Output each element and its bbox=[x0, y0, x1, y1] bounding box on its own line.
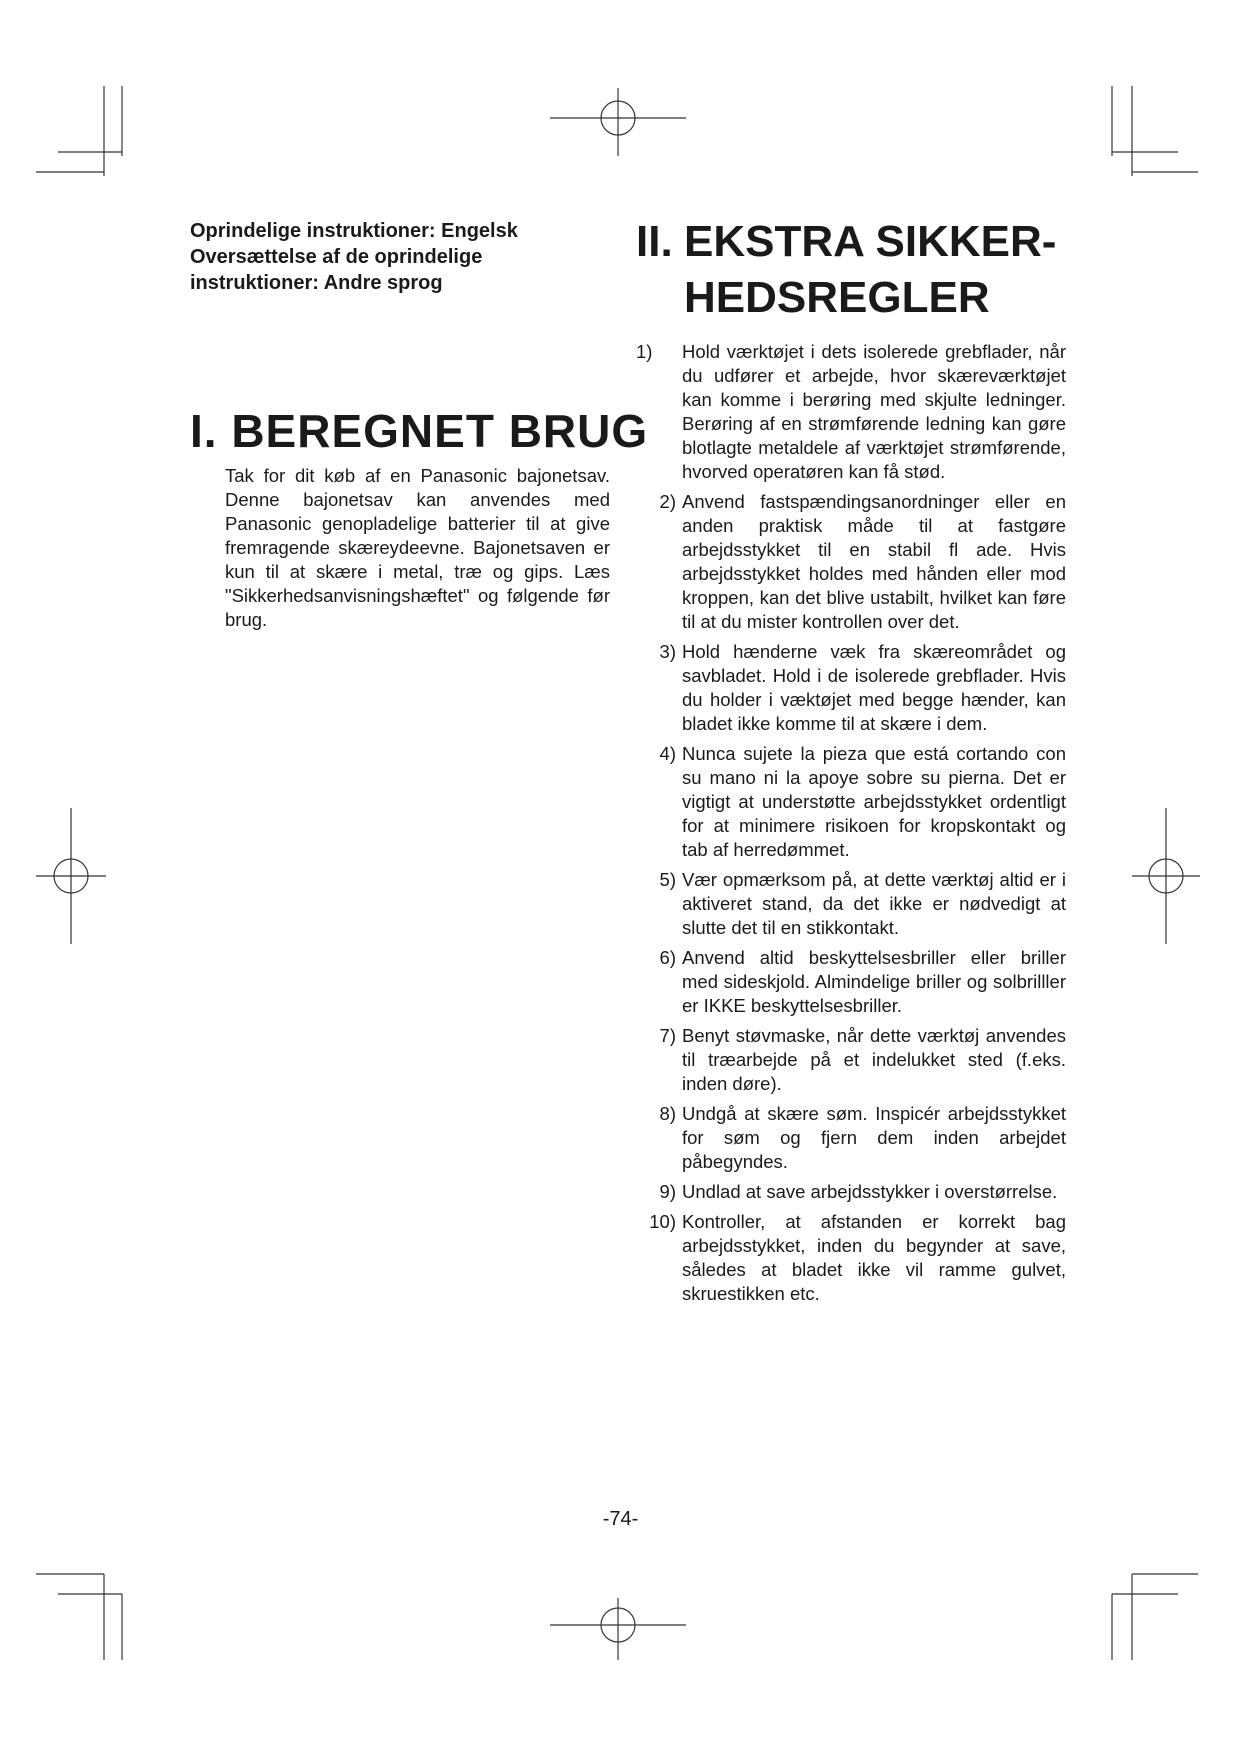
page-number: -74- bbox=[602, 1508, 639, 1530]
rule-number: 7) bbox=[659, 1025, 676, 1046]
registration-mark-right bbox=[1132, 808, 1200, 944]
safety-rules-list bbox=[636, 340, 1066, 1306]
registration-mark-top bbox=[550, 88, 686, 156]
rule-number: 4) bbox=[659, 743, 676, 764]
notice-translation-language: Oversættelse af de oprindelige instruktioner: Andre sprog bbox=[190, 246, 483, 294]
section-2-title-line1: EKSTRA SIKKER- bbox=[684, 217, 1057, 266]
section-2-title-line2: HEDSREGLER bbox=[684, 273, 990, 322]
list-item bbox=[636, 340, 1066, 484]
rule-number: 8) bbox=[659, 1103, 676, 1124]
rule-number: 2) bbox=[659, 491, 676, 512]
rule-number: 6) bbox=[659, 947, 676, 968]
rule-text: Kontroller, at afstanden er korrekt bag arbejdsstykket, inden du begynder at save, således at bladet ikke vil ramme gulvet, skruestikken etc. bbox=[682, 1211, 1066, 1304]
notice-original-language: Oprindelige instruktioner: Engelsk bbox=[190, 220, 518, 242]
list-item bbox=[636, 1024, 1066, 1096]
list-item bbox=[636, 490, 1066, 634]
registration-mark-bottom bbox=[550, 1598, 686, 1660]
rule-text: Vær opmærksom på, at dette værktøj altid er i aktiveret stand, da det ikke er nødvedigt at slutte det til en stikkontakt. bbox=[682, 869, 1066, 938]
list-item bbox=[636, 1180, 1066, 1204]
rule-text: Benyt støvmaske, når dette værktøj anvendes til træarbejde på et indelukket sted (f.eks. inden døre). bbox=[682, 1025, 1066, 1094]
list-item bbox=[636, 946, 1066, 1018]
rule-text: Hold værktøjet i dets isolerede grebflader, når du udfører et arbejde, hvor skæreværktøjet kan komme i berøring med skjulte ledninger. Berøring af en strømførende ledning kan gøre blotlagte metaldele af værktøjet strømførende, hvorved operatøren kan få stød. bbox=[682, 341, 1066, 482]
section-2-title bbox=[636, 214, 1066, 326]
rule-number: 9) bbox=[659, 1181, 676, 1202]
rule-text: Anvend fastspændingsanordninger eller en anden praktisk måde til at fastgøre arbejdsstykket til en stabil fl ade. Hvis arbejdsstykket holdes med hånden eller mod kroppen, kan det blive ustabilt, hvilket kan føre til at du mister kontrollen over det. bbox=[682, 491, 1066, 632]
rule-number: 3) bbox=[659, 641, 676, 662]
rule-number: 1) bbox=[636, 341, 653, 362]
section-2 bbox=[636, 214, 1066, 1312]
list-item bbox=[636, 1210, 1066, 1306]
section-1-title: I. BEREGNET BRUG bbox=[190, 405, 649, 457]
list-item bbox=[636, 742, 1066, 862]
list-item bbox=[636, 1102, 1066, 1174]
rule-text: Undgå at skære søm. Inspicér arbejdsstykket for søm og fjern dem inden arbejdet påbegyndes. bbox=[682, 1103, 1066, 1172]
rule-text: Anvend altid beskyttelsesbriller eller briller med sideskjold. Almindelige briller og solbrilller er IKKE beskyttelsesbriller. bbox=[682, 947, 1066, 1016]
rule-text: Hold hænderne væk fra skæreområdet og savbladet. Hold i de isolerede grebflader. Hvis du holder i væktøjet med begge hænder, kan bladet ikke komme til at skære i dem. bbox=[682, 641, 1066, 734]
rule-number: 10) bbox=[649, 1211, 676, 1232]
list-item bbox=[636, 640, 1066, 736]
rule-text: Nunca sujete la pieza que está cortando con su mano ni la apoye sobre su pierna. Det er vigtigt at understøtte arbejdsstykket ordentligt for at minimere risikoen for kropskontakt og tab af herredømmet. bbox=[682, 743, 1066, 860]
list-item bbox=[636, 868, 1066, 940]
registration-mark-left bbox=[36, 808, 106, 944]
rule-number: 5) bbox=[659, 869, 676, 890]
header-notice bbox=[190, 218, 610, 296]
section-2-number: II. bbox=[636, 217, 673, 266]
rule-text: Undlad at save arbejdsstykker i overstørrelse. bbox=[682, 1181, 1058, 1202]
section-1-body: Tak for dit køb af en Panasonic bajonetsav. Denne bajonetsav kan anvendes med Panasonic genopladelige batterier til at give fremragende skæreydeevne. Bajonetsaven er kun til at skære i metal, træ og gips. Læs "Sikkerhedsanvisningshæftet" og følgende før brug. bbox=[225, 465, 610, 630]
